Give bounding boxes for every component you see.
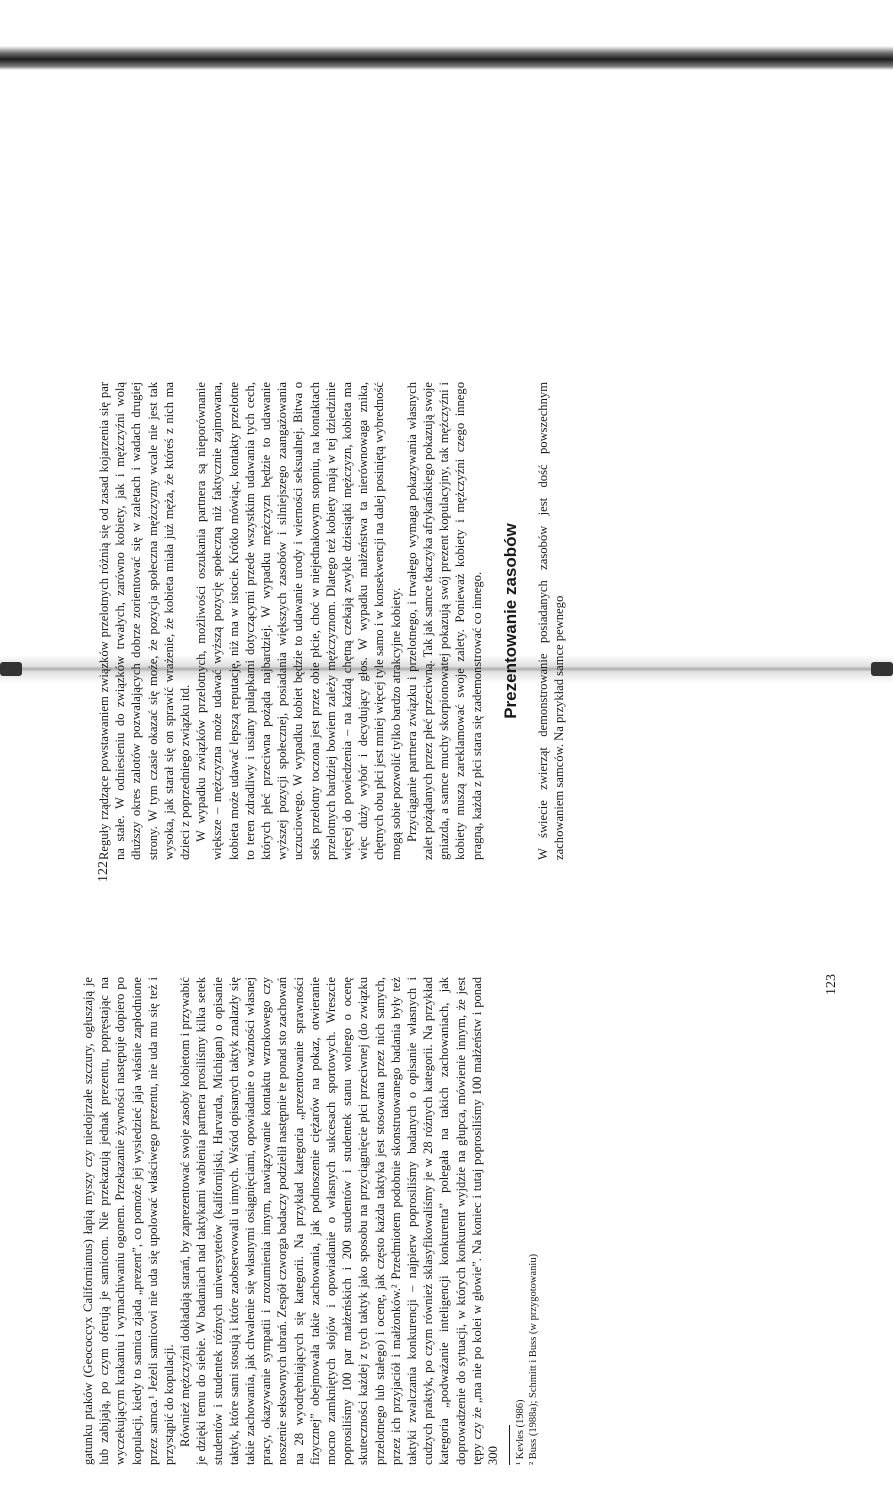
footnote: ² Buss (1988a); Schmitt i Buss (w przygotowaniu) xyxy=(528,1253,540,1465)
section-heading: Prezentowanie zasobów xyxy=(500,523,520,719)
scan-edge-shadow xyxy=(0,46,893,70)
page-number: 122 xyxy=(96,861,111,882)
footnote-rule xyxy=(509,1425,510,1465)
paragraph: W wypadku związków przelotnych, możliwości oszukania partnera są nieporównanie większe – mężczyzna może udawać wyższą pozycję społeczną niż faktycznie zajmowana, kobieta może udawać lepszą reputację, niż ma w istocie. Krótko mówiąc, kontakty przelotne to teren zdradliwy i usiany pułapkami dotyczącymi przede wszystkim udawania tych cech, których płeć przeciwna pożąda najbardziej. W wypadku mężczyzn będzie to udawanie wyższej pozycji społecznej, posiadania większych zasobów i silniejszego zaangażowania uczuciowego. W wypadku kobiet będzie to udawanie urody i wierności seksualnej. Bitwa o seks przelotny toczona jest przez obie płcie, choć w niejednakowym stopniu, na kontaktach przelotnych bardziej bowiem zależy mężczyznom. Dlatego też kobiety mają w tej dziedzinie więcej do powiedzenia – na każdą chętną czekają zwykle dziesiątki mężczyzn, kobieta ma więc duży wybór i decydujący głos. W wypadku małżeństwa ta nierównowaga znika, chętnych obu płci jest mniej więcej tyle samo i w konsekwencji na dalej posiniętą wybredność mogą sobie pozwolić tylko bardzo atrakcyjne kobiety. xyxy=(194,382,403,860)
clip-mark-left xyxy=(0,662,22,676)
page-122 xyxy=(60,100,850,882)
paragraph: Przyciąganie partnera związku i przelotnego, i trwałego wymaga pokazywania własnych zalet pożądanych przez płeć przeciwną. Tak jak samce tkaczyka afrykańskiego pokazują swoje gniazda, a samce muchy skorpionowatej pokazują swój prezent kopulacyjny, tak mężczyźni i kobiety muszą zareklamować swoje zalety. Ponieważ kobiety i mężczyźni czego innego pragną, każda z płci stara się zademonstrować co innego. xyxy=(404,382,484,860)
page-123-body xyxy=(80,977,540,1465)
paragraph: W świecie zwierząt demonstrowanie posiadanych zasobów jest dość powszechnym zachowaniem samców. Na przykład samce pewnego xyxy=(535,382,567,860)
paragraph: Również mężczyźni dokładają starań, by zaprezentować swoje zasoby kobietom i przywabić je dzięki temu do siebie. W badaniach nad taktykami wabienia partnera prosiliśmy kilka setek studentów i studentek różnych uniwersytetów (kalifornijski, Harvarda, Michigan) o opisanie taktyk, które sami stosują i które zaobserwowali u innych. Wśród opisanych taktyk znalazły się takie zachowania, jak chwalenie się własnymi osiągnięciami, opowiadanie o ważności własnej pracy, okazywanie sympatii i zrozumienia innym, nawiązywanie kontaktu wzrokowego czy noszenie seksownych ubrań. Zespół czworga badaczy podzielił następnie te ponad sto zachowań na 28 wyodrębniających się kategorii. Na przykład kategoria „prezentowanie sprawności fizycznej” obejmowała takie zachowania, jak podnoszenie ciężarów na pokaz, otwieranie mocno zamkniętych słojów i opowiadanie o własnych sukcesach sportowych. Wreszcie poprosiliśmy 100 par małżeńskich i 200 studentów i studentek stanu wolnego o ocenę skuteczności każdej z tych taktyk jako sposobu na przyciągnięcie płci przeciwnej (do związku przelotnego lub stałego) i ocenę, jak często każda taktyka jest stosowana przez nich samych, przez ich przyjaciół i małżonków.² Przedmiotem podobnie skonstruowanego badania były też taktyki zwalczania konkurencji – najpierw poprosiliśmy badanych o opisanie własnych i cudzych praktyk, po czym również sklasyfikowaliśmy je w 28 różnych kategorii. Na przykład kategoria „podważanie inteligencji konkurenta” polegała na takich zachowaniach, jak doprowadzenie do sytuacji, w których konkurent wyjdzie na głupca, mówienie innym, że jest tępy czy że „ma nie po kolei w głowie”. Na koniec i tutaj poprosiliśmy 100 małżeństw i ponad 300 xyxy=(178,977,501,1465)
footnote: ¹ Kevles (1986) xyxy=(515,1399,527,1465)
clip-mark-right xyxy=(871,662,893,676)
page-123 xyxy=(60,695,850,1465)
paragraph: Reguły rządzące powstawaniem związków przelotnych różnią się od zasad kojarzenia się par na stałe. W odniesieniu do związków trwałych, zarówno kobiety, jak i mężczyźni wolą dłuższy okres zalotów pozwalających dobrze zorientować się w zaletach i wadach drugiej strony. W tym czasie okazać się może, że pozycja społeczna mężczyzny wcale nie jest tak wysoka, jak starał się on sprawić wrażenie, że kobieta miała już męża, że któreś z nich ma dzieci z poprzedniego związku itd. xyxy=(97,382,193,860)
page-number: 123 xyxy=(824,974,839,995)
paragraph: gatunku ptaków (Geococcyx Californianus) łapią myszy czy niedojrzałe szczury, ogłuszają je lub zabijają, po czym oferują je samicom. Nie przekazują jednak prezentu, popręstając na wyczekującym krakaniu i wymachiwaniu ogonem. Przekazanie żywności następuje dopiero po kopulacji, kiedy to samica zjada „prezent”, co pomoże jej wysiedzieć jaja właśnie zapłodnione przez samca.¹ Jeżeli samicowi nie uda się upolować właściwego prezentu, nie uda mu się też i przystąpić do kopulacji. xyxy=(81,977,177,1465)
